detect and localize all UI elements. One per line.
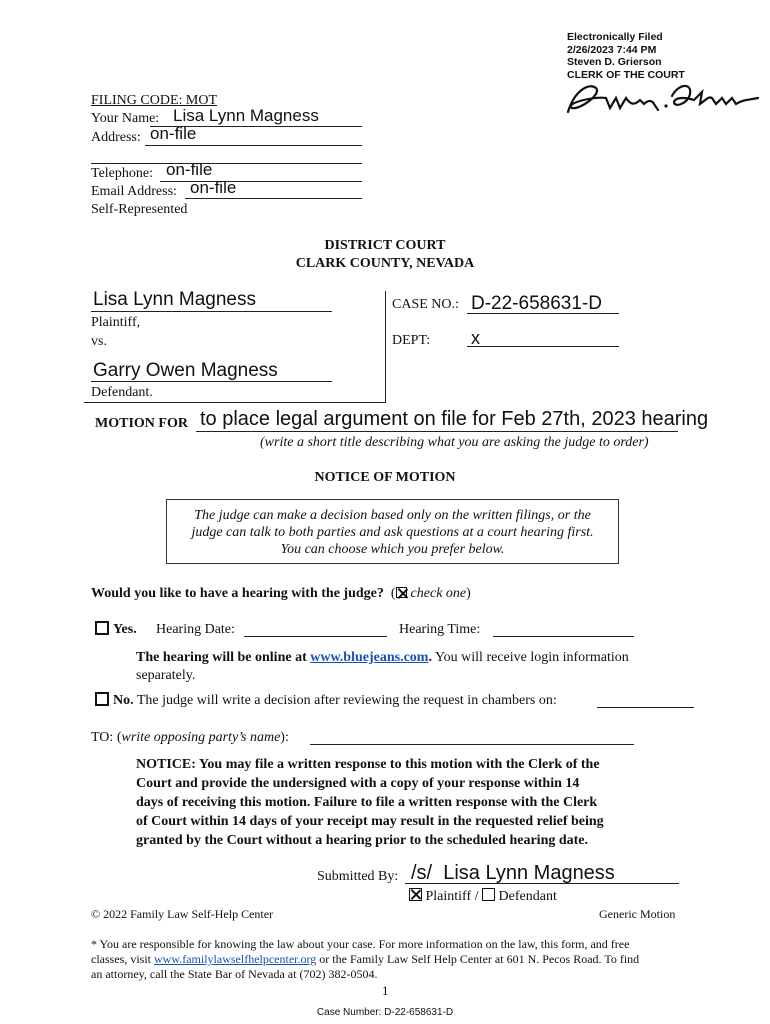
email-label: Email Address: (91, 184, 177, 199)
online-prefix: The hearing will be online at (136, 650, 307, 665)
dept-underline (467, 346, 619, 347)
your-name-field[interactable]: Lisa Lynn Magness (173, 106, 319, 125)
online-suffix: You will receive login information (434, 650, 629, 665)
no-text: The judge will write a decision after reviewing the request in chambers on: (136, 693, 557, 708)
notice-paragraph (136, 755, 604, 850)
disclaimer-line-3: an attorney, call the State Bar of Nevada at (702) 382-0504. (91, 967, 378, 981)
notice-box (166, 499, 619, 564)
hearing-question: Would you like to have a hearing with the judge? (91, 586, 384, 601)
court-name: DISTRICT COURT (324, 238, 446, 253)
notice-line-5: granted by the Court without a hearing prior to the scheduled hearing date. (136, 833, 589, 848)
stamp-line-3: Steven D. Grierson (567, 56, 662, 68)
plaintiff-name[interactable]: Lisa Lynn Magness (93, 289, 257, 310)
check-one-hint: check one (410, 586, 467, 601)
opposing-party-field[interactable] (310, 744, 634, 745)
hearing-time-field[interactable] (493, 636, 634, 637)
telephone-field[interactable]: on-file (166, 160, 213, 179)
to-row: TO: (write opposing party’s name): (91, 730, 289, 745)
party-role-row (409, 888, 557, 905)
defendant-checkbox[interactable] (482, 888, 495, 901)
submitted-by-field[interactable]: /s/ Lisa Lynn Magness (411, 862, 615, 884)
defendant-underline (91, 381, 332, 382)
hearing-date-label: Hearing Date: (156, 622, 235, 637)
stamp-line-2: 2/26/2023 7:44 PM (567, 43, 657, 56)
notice-heading: NOTICE OF MOTION (314, 470, 456, 485)
address-field[interactable]: on-file (150, 124, 197, 143)
court-title (0, 237, 770, 273)
caption-divider-vertical (385, 291, 386, 403)
motion-title-field[interactable]: to place legal argument on file for Feb 27th, 2023 hearing (200, 408, 709, 430)
case-no-label: CASE NO.: (392, 297, 459, 312)
footer-case-number: Case Number: D-22-658631-D (316, 1007, 454, 1018)
stamp-line-4: CLERK OF THE COURT (567, 68, 685, 81)
no-label: No. (113, 693, 134, 708)
address-label: Address: (91, 130, 141, 145)
footer-copyright: © 2022 Family Law Self-Help Center (91, 907, 274, 921)
online-line-2: separately. (136, 668, 196, 683)
to-instruction: write opposing party’s name (121, 730, 281, 745)
motion-instruction: (write a short title describing what you are asking the judge to order) (260, 435, 649, 450)
defendant-role-label: Defendant (498, 889, 557, 904)
vs-label: vs. (91, 334, 107, 349)
plaintiff-role-label: Plaintiff / (425, 889, 479, 904)
court-county: CLARK COUNTY, NEVADA (295, 256, 475, 271)
self-help-center-link[interactable]: www.familylawselfhelpcenter.org (154, 952, 317, 966)
case-no-field[interactable]: D-22-658631-D (471, 293, 602, 314)
to-prefix: TO: (91, 730, 114, 745)
disclaimer-line-1: * You are responsible for knowing the law about your case. For more information on the law, this form, and free (91, 937, 630, 951)
case-no-underline (467, 313, 619, 314)
notice-box-line-3: You can choose which you prefer below. (280, 542, 505, 557)
plaintiff-checkbox[interactable] (409, 888, 422, 901)
your-name-label: Your Name: (91, 111, 160, 126)
notice-line-3: days of receiving this motion. Failure to file a written response with the Clerk (136, 795, 598, 810)
telephone-label: Telephone: (91, 166, 153, 181)
checked-box-icon (396, 587, 407, 598)
clerk-signature (562, 74, 762, 120)
yes-checkbox[interactable] (95, 621, 109, 640)
online-hearing-note: The hearing will be online at www.bluejeans.com. You will receive login information separately. (136, 649, 696, 685)
caption-divider-horizontal (84, 402, 386, 403)
disclaimer-line-2: classes, visit www.familylawselfhelpcenter.org or the Family Law Self Help Center at 601 N. Pecos Road. To find (91, 952, 640, 966)
defendant-name[interactable]: Garry Owen Magness (93, 360, 278, 381)
no-row (113, 693, 557, 709)
plaintiff-label: Plaintiff, (91, 315, 141, 330)
motion-title-underline (196, 431, 678, 432)
dept-label: DEPT: (392, 333, 431, 348)
defendant-label: Defendant. (91, 385, 153, 400)
dept-field[interactable]: x (471, 328, 480, 348)
filing-code: FILING CODE: MOT (91, 93, 217, 108)
hearing-question-row: Would you like to have a hearing with the judge? ( check one) (91, 586, 471, 601)
submitted-by-label: Submitted By: (317, 869, 399, 884)
self-represented: Self-Represented (91, 202, 188, 217)
footer-disclaimer (91, 937, 691, 982)
notice-box-line-2: judge can talk to both parties and ask questions at a court hearing first. (191, 525, 594, 540)
address-underline (145, 145, 362, 146)
notice-box-line-1: The judge can make a decision based only on the written filings, or the (194, 508, 591, 523)
address-underline-2 (91, 163, 362, 164)
chambers-date-field[interactable] (597, 707, 694, 708)
no-checkbox[interactable] (95, 692, 109, 711)
stamp-line-1: Electronically Filed (567, 31, 663, 43)
yes-label: Yes. (113, 622, 137, 637)
page-number: 1 (382, 983, 389, 998)
hearing-time-label: Hearing Time: (399, 622, 481, 637)
notice-line-1: NOTICE: You may file a written response to this motion with the Clerk of the (136, 757, 600, 772)
email-underline (185, 198, 362, 199)
footer-form-name: Generic Motion (599, 907, 676, 921)
notice-line-4: of Court within 14 days of your receipt may result in the requested relief being (136, 814, 604, 829)
bluejeans-link[interactable]: www.bluejeans.com (310, 650, 429, 665)
notice-line-2: Court and provide the undersigned with a copy of your response within 14 (136, 776, 580, 791)
hearing-date-field[interactable] (244, 636, 387, 637)
motion-for-label: MOTION FOR (95, 416, 188, 431)
plaintiff-underline (91, 311, 332, 312)
email-field[interactable]: on-file (190, 178, 237, 197)
submitted-by-underline (405, 883, 679, 884)
